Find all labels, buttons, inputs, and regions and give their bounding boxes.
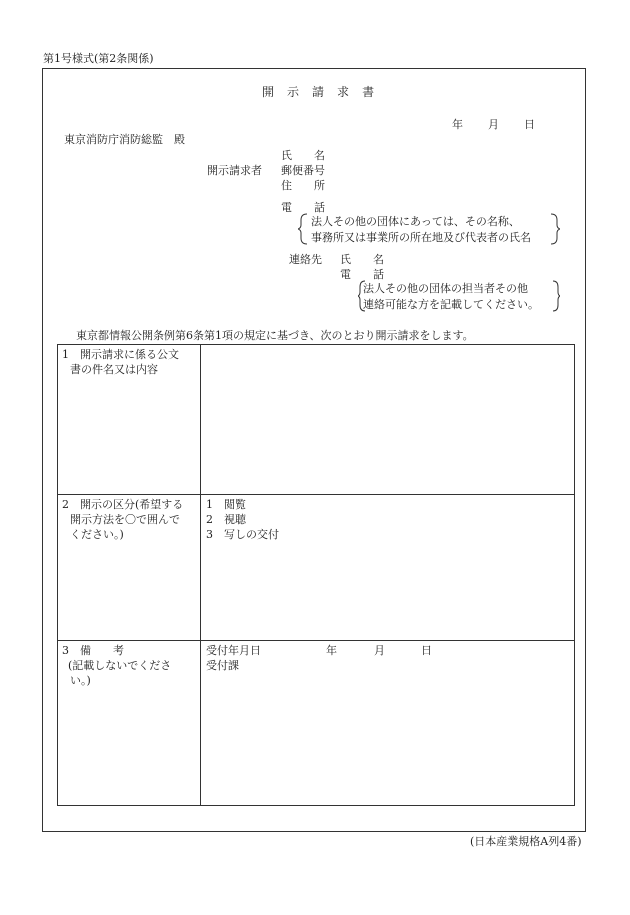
disclosure-option-audiovisual: 2 視聴 [206,513,246,526]
request-statement: 東京都情報公開条例第6条第1項の規定に基づき、次のとおり開示請求をします。 [76,329,474,342]
row2-label-line1: 2 開示の区分(希望する [62,498,184,511]
contact-name-label: 氏 名 [340,253,384,266]
title-char: 書 [362,85,375,99]
row3-label-line3: い。) [70,674,91,687]
document-title [262,86,374,98]
contact-note-line2: 連絡可能な方を記載してください。 [363,298,539,311]
received-date-label: 受付年月日 [206,644,261,657]
title-char: 開 [262,85,275,99]
form-number: 第1号様式(第2条関係) [43,52,154,65]
table-row-divider [57,640,575,641]
contact-note-line1: 法人その他の団体の担当者その他 [363,282,528,295]
contact-phone-label: 電 話 [340,268,384,281]
table-column-divider [200,344,201,806]
received-day-label: 日 [421,644,432,657]
requester-note-line2: 事務所又は事業所の所在地及び代表者の氏名 [311,231,531,244]
requester-address-label: 住 所 [281,179,325,192]
disclosure-option-view: 1 閲覧 [206,498,246,511]
requester-note-line1: 法人その他の団体にあっては、その名称、 [311,215,520,228]
request-table [57,344,575,806]
row2-label-line3: ください。) [70,528,124,541]
contact-label: 連絡先 [289,253,322,266]
title-char: 求 [337,85,350,99]
table-row-divider [57,494,575,495]
requester-postal-label: 郵便番号 [281,164,325,177]
title-char: 示 [287,85,300,99]
title-char: 請 [312,85,325,99]
row1-label-line2: 書の件名又は内容 [70,363,158,376]
received-month-label: 月 [374,644,385,657]
date-day-label: 日 [524,118,535,131]
received-section-label: 受付課 [206,659,239,672]
received-year-label: 年 [326,644,337,657]
date-year-label: 年 [452,118,463,131]
row1-label-line1: 1 開示請求に係る公文 [62,348,179,361]
row3-label-line1: 3 備 考 [62,644,124,657]
requester-phone-label: 電 話 [281,201,325,214]
row2-label-line2: 開示方法を〇で囲んで [70,513,180,526]
addressee: 東京消防庁消防総監 殿 [64,133,185,146]
disclosure-option-copy: 3 写しの交付 [206,528,279,541]
paper-size-note: (日本産業規格A列4番) [470,835,582,848]
requester-label: 開示請求者 [207,164,262,177]
requester-name-label: 氏 名 [281,149,325,162]
row3-label-line2: (記載しないでくださ [68,659,172,672]
date-month-label: 月 [488,118,499,131]
